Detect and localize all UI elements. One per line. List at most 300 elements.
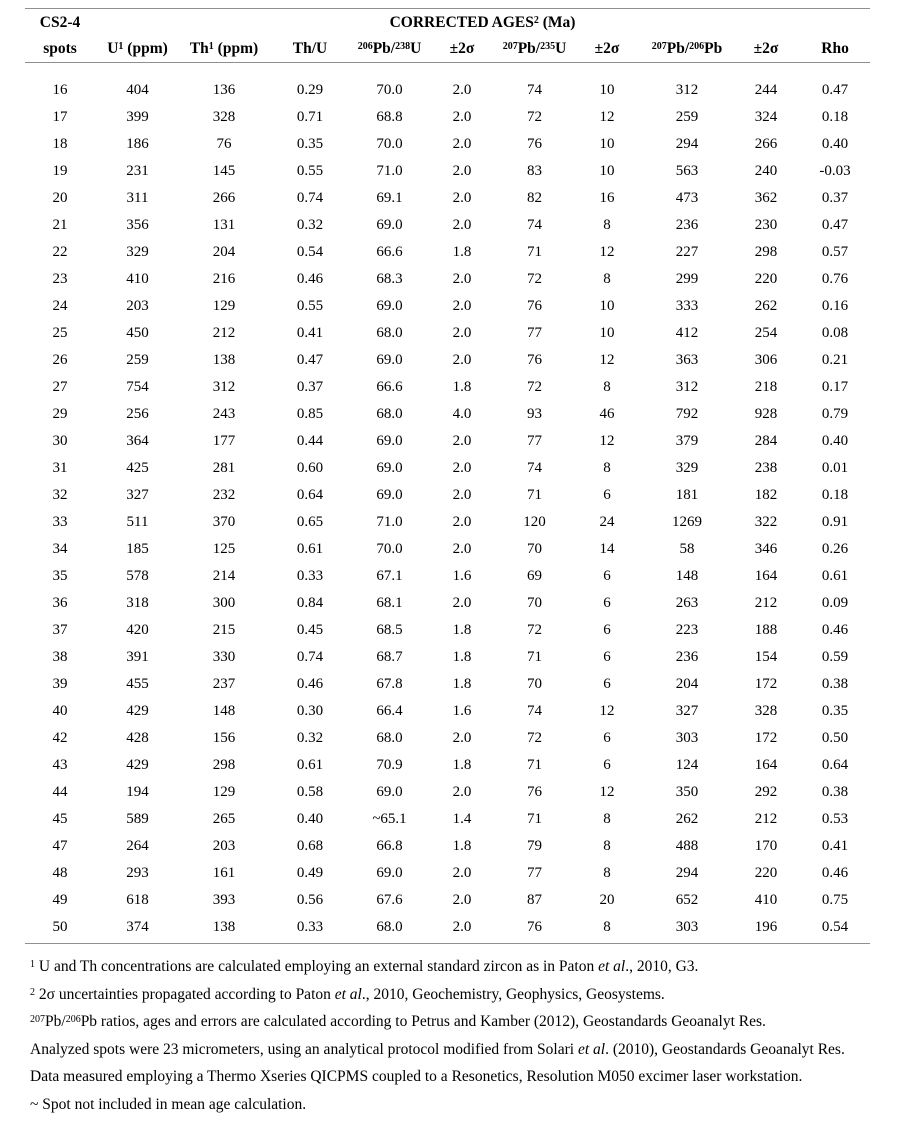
cell: 0.30 bbox=[296, 703, 324, 719]
cell: 425 bbox=[126, 460, 149, 476]
cell: 48 bbox=[52, 865, 68, 881]
cell: 212 bbox=[212, 325, 236, 341]
table-row bbox=[25, 914, 870, 944]
cell: 2.0 bbox=[452, 892, 472, 908]
cell: 68.0 bbox=[376, 325, 403, 341]
cell: 263 bbox=[675, 595, 699, 611]
cell: 327 bbox=[126, 487, 149, 503]
cell: 450 bbox=[126, 325, 149, 341]
cell: 356 bbox=[126, 217, 149, 233]
col-header-th-ppm: Th$^1$ (ppm) bbox=[189, 40, 259, 57]
table-row bbox=[25, 63, 870, 105]
cell: 69.0 bbox=[376, 298, 403, 314]
cell: 412 bbox=[675, 325, 699, 341]
cell: 10 bbox=[599, 163, 615, 179]
cell: 93 bbox=[527, 406, 542, 422]
cell: 27 bbox=[52, 379, 68, 395]
cell: 0.47 bbox=[821, 217, 849, 233]
cell: 1.8 bbox=[452, 649, 472, 665]
cell: 10 bbox=[599, 325, 615, 341]
cell: 420 bbox=[126, 622, 149, 638]
cell: 120 bbox=[523, 514, 546, 530]
cell: 39 bbox=[52, 676, 68, 692]
cell: 2.0 bbox=[452, 352, 472, 368]
cell: 23 bbox=[52, 271, 68, 287]
table-row bbox=[25, 239, 870, 266]
cell: 0.16 bbox=[821, 298, 849, 314]
cell: 298 bbox=[212, 757, 236, 773]
table-row bbox=[25, 509, 870, 536]
cell: 17 bbox=[52, 109, 68, 125]
cell: 429 bbox=[126, 703, 149, 719]
cell: 299 bbox=[675, 271, 699, 287]
cell: 148 bbox=[675, 568, 699, 584]
cell: 68.8 bbox=[376, 109, 403, 125]
cell: 25 bbox=[52, 325, 68, 341]
cell: 136 bbox=[212, 82, 236, 98]
cell: 26 bbox=[52, 352, 68, 368]
cell: -0.03 bbox=[819, 163, 851, 179]
cell: 76 bbox=[527, 298, 542, 314]
cell: 24 bbox=[599, 514, 615, 530]
cell: 66.6 bbox=[376, 244, 403, 260]
cell: 0.75 bbox=[821, 892, 849, 908]
cell: 76 bbox=[527, 784, 542, 800]
cell: 164 bbox=[754, 757, 778, 773]
cell: 312 bbox=[675, 379, 699, 395]
cell: 22 bbox=[52, 244, 68, 260]
cell: 328 bbox=[754, 703, 778, 719]
cell: 1.8 bbox=[452, 838, 472, 854]
cell: 129 bbox=[212, 298, 236, 314]
cell: 83 bbox=[527, 163, 542, 179]
cell: 374 bbox=[126, 919, 149, 935]
footnotes-section bbox=[30, 958, 875, 1123]
table-row bbox=[25, 455, 870, 482]
table-row bbox=[25, 266, 870, 293]
cell: 220 bbox=[754, 271, 778, 287]
table-row bbox=[25, 320, 870, 347]
table-row bbox=[25, 860, 870, 887]
cell: 129 bbox=[212, 784, 236, 800]
cell: 0.85 bbox=[296, 406, 324, 422]
cell: 455 bbox=[126, 676, 149, 692]
cell: 312 bbox=[675, 82, 699, 98]
cell: 145 bbox=[212, 163, 236, 179]
cell: 138 bbox=[212, 919, 236, 935]
cell: 70 bbox=[527, 595, 542, 611]
cell: 6 bbox=[603, 487, 611, 503]
cell: 38 bbox=[52, 649, 68, 665]
cell: 0.32 bbox=[296, 217, 324, 233]
cell: 2.0 bbox=[452, 217, 472, 233]
cell: 0.18 bbox=[821, 109, 849, 125]
cell: 30 bbox=[52, 433, 68, 449]
table-row bbox=[25, 131, 870, 158]
cell: 138 bbox=[212, 352, 236, 368]
table-row bbox=[25, 563, 870, 590]
cell: 68.5 bbox=[376, 622, 403, 638]
cell: 0.61 bbox=[821, 568, 849, 584]
cell: 1.8 bbox=[452, 244, 472, 260]
table-header bbox=[25, 9, 870, 63]
cell: 0.76 bbox=[821, 271, 849, 287]
cell: 294 bbox=[675, 865, 699, 881]
cell: 256 bbox=[126, 406, 149, 422]
cell: 511 bbox=[126, 514, 149, 530]
cell: 363 bbox=[675, 352, 699, 368]
cell: 237 bbox=[212, 676, 236, 692]
cell: 0.46 bbox=[296, 271, 324, 287]
cell: 77 bbox=[527, 325, 542, 341]
cell: 6 bbox=[603, 649, 611, 665]
cell: 188 bbox=[754, 622, 778, 638]
cell: 0.37 bbox=[296, 379, 324, 395]
cell: 148 bbox=[212, 703, 236, 719]
footnote-spot-size: Analyzed spots were 23 micrometers, using an analytical protocol modified from Solari et al. (2010), Geostandards Geoanalyt Res. bbox=[30, 1040, 845, 1058]
cell: 2.0 bbox=[452, 82, 472, 98]
cell: 70.0 bbox=[376, 541, 403, 557]
cell: 2.0 bbox=[452, 730, 472, 746]
cell: 327 bbox=[675, 703, 699, 719]
cell: 2.0 bbox=[452, 271, 472, 287]
cell: 236 bbox=[675, 217, 699, 233]
cell: 399 bbox=[126, 109, 149, 125]
cell: ~65.1 bbox=[372, 811, 407, 827]
cell: 12 bbox=[599, 109, 615, 125]
cell: 754 bbox=[126, 379, 149, 395]
cell: 0.45 bbox=[296, 622, 324, 638]
cell: 68.7 bbox=[376, 649, 403, 665]
cell: 154 bbox=[754, 649, 778, 665]
cell: 33 bbox=[52, 514, 68, 530]
cell: 68.3 bbox=[376, 271, 403, 287]
cell: 0.49 bbox=[296, 865, 324, 881]
cell: 0.46 bbox=[821, 865, 849, 881]
cell: 0.33 bbox=[296, 919, 324, 935]
cell: 69.0 bbox=[376, 784, 403, 800]
cell: 223 bbox=[675, 622, 699, 638]
cell: 161 bbox=[212, 865, 236, 881]
cell: 6 bbox=[603, 676, 611, 692]
cell: 12 bbox=[599, 784, 615, 800]
cell: 0.71 bbox=[296, 109, 324, 125]
cell: 311 bbox=[126, 190, 149, 206]
cell: 87 bbox=[527, 892, 542, 908]
cell: 72 bbox=[527, 271, 542, 287]
cell: 364 bbox=[126, 433, 149, 449]
cell: 2.0 bbox=[452, 487, 472, 503]
cell: 220 bbox=[754, 865, 778, 881]
cell: 244 bbox=[754, 82, 778, 98]
cell: 0.40 bbox=[821, 136, 849, 152]
cell: 37 bbox=[52, 622, 68, 638]
cell: 618 bbox=[126, 892, 149, 908]
cell: 294 bbox=[675, 136, 699, 152]
cell: 10 bbox=[599, 82, 615, 98]
cell: 70 bbox=[527, 676, 542, 692]
cell: 324 bbox=[754, 109, 778, 125]
cell: 259 bbox=[675, 109, 699, 125]
cell: 71 bbox=[527, 811, 542, 827]
table-row bbox=[25, 347, 870, 374]
cell: 45 bbox=[52, 811, 68, 827]
cell: 410 bbox=[126, 271, 149, 287]
cell: 293 bbox=[126, 865, 149, 881]
cell: 71 bbox=[527, 649, 542, 665]
cell: 2.0 bbox=[452, 190, 472, 206]
cell: 318 bbox=[126, 595, 149, 611]
col-header-pb207-u235: $^{207}$Pb/$^{235}$U bbox=[502, 40, 567, 57]
cell: 792 bbox=[675, 406, 699, 422]
cell: 177 bbox=[212, 433, 236, 449]
cell: 262 bbox=[675, 811, 699, 827]
cell: 74 bbox=[527, 703, 542, 719]
cell: 232 bbox=[212, 487, 236, 503]
cell: 204 bbox=[212, 244, 236, 260]
cell: 76 bbox=[527, 352, 542, 368]
cell: 0.01 bbox=[821, 460, 849, 476]
table-row bbox=[25, 779, 870, 806]
cell: 8 bbox=[603, 460, 611, 476]
sample-id-label: CS2-4 bbox=[39, 13, 81, 31]
cell: 265 bbox=[212, 811, 236, 827]
cell: 70.9 bbox=[376, 757, 403, 773]
cell: 8 bbox=[603, 865, 611, 881]
cell: 0.64 bbox=[296, 487, 324, 503]
cell: 68.1 bbox=[376, 595, 403, 611]
table-row bbox=[25, 401, 870, 428]
cell: 68.0 bbox=[376, 406, 403, 422]
cell: 350 bbox=[675, 784, 699, 800]
cell: 76 bbox=[527, 919, 542, 935]
cell: 69.0 bbox=[376, 460, 403, 476]
cell: 82 bbox=[527, 190, 542, 206]
cell: 0.53 bbox=[821, 811, 849, 827]
cell: 429 bbox=[126, 757, 149, 773]
table-row bbox=[25, 752, 870, 779]
cell: 0.68 bbox=[296, 838, 324, 854]
cell: 12 bbox=[599, 352, 615, 368]
col-header-u-ppm: $U^1$ (ppm) bbox=[107, 40, 168, 57]
cell: 2.0 bbox=[452, 325, 472, 341]
cell: 71 bbox=[527, 757, 542, 773]
cell: 172 bbox=[754, 676, 778, 692]
cell: 2.0 bbox=[452, 163, 472, 179]
cell: 231 bbox=[126, 163, 149, 179]
corrected-ages-group-header: CORRECTED AGES$^2$ (Ma) bbox=[389, 13, 576, 31]
footnote-2sigma-propagation: $^2$ 2σ uncertainties propagated according to Paton et al., 2010, Geochemistry, Geophysics, Geosystems. bbox=[30, 985, 665, 1003]
cell: 0.17 bbox=[821, 379, 849, 395]
cell: 32 bbox=[52, 487, 68, 503]
cell: 1.6 bbox=[452, 703, 472, 719]
cell: 322 bbox=[754, 514, 778, 530]
cell: 330 bbox=[212, 649, 236, 665]
cell: 4.0 bbox=[452, 406, 472, 422]
cell: 69.0 bbox=[376, 433, 403, 449]
cell: 0.60 bbox=[296, 460, 324, 476]
cell: 262 bbox=[754, 298, 778, 314]
cell: 215 bbox=[212, 622, 236, 638]
cell: 589 bbox=[126, 811, 149, 827]
cell: 0.18 bbox=[821, 487, 849, 503]
cell: 0.46 bbox=[296, 676, 324, 692]
cell: 259 bbox=[126, 352, 149, 368]
cell: 0.40 bbox=[296, 811, 324, 827]
cell: 77 bbox=[527, 433, 542, 449]
cell: 50 bbox=[52, 919, 68, 935]
cell: 379 bbox=[675, 433, 699, 449]
cell: 292 bbox=[754, 784, 778, 800]
cell: 40 bbox=[52, 703, 68, 719]
cell: 2.0 bbox=[452, 541, 472, 557]
cell: 266 bbox=[754, 136, 778, 152]
cell: 1.8 bbox=[452, 676, 472, 692]
table-row bbox=[25, 104, 870, 131]
cell: 214 bbox=[212, 568, 236, 584]
cell: 238 bbox=[754, 460, 778, 476]
cell: 240 bbox=[754, 163, 778, 179]
cell: 71 bbox=[527, 487, 542, 503]
cell: 170 bbox=[754, 838, 778, 854]
ages-data-table bbox=[25, 8, 870, 944]
cell: 72 bbox=[527, 109, 542, 125]
cell: 0.64 bbox=[821, 757, 849, 773]
cell: 1.8 bbox=[452, 757, 472, 773]
cell: 67.1 bbox=[376, 568, 403, 584]
cell: 35 bbox=[52, 568, 68, 584]
cell: 6 bbox=[603, 595, 611, 611]
cell: 0.38 bbox=[821, 676, 849, 692]
cell: 69.0 bbox=[376, 865, 403, 881]
cell: 182 bbox=[754, 487, 778, 503]
cell: 71.0 bbox=[376, 163, 403, 179]
cell: 194 bbox=[126, 784, 149, 800]
cell: 264 bbox=[126, 838, 149, 854]
cell: 69.1 bbox=[376, 190, 403, 206]
cell: 563 bbox=[675, 163, 699, 179]
cell: 266 bbox=[212, 190, 236, 206]
cell: 70.0 bbox=[376, 136, 403, 152]
cell: 428 bbox=[126, 730, 149, 746]
cell: 0.44 bbox=[296, 433, 324, 449]
cell: 156 bbox=[212, 730, 236, 746]
cell: 68.0 bbox=[376, 919, 403, 935]
cell: 16 bbox=[599, 190, 615, 206]
cell: 0.08 bbox=[821, 325, 849, 341]
cell: 72 bbox=[527, 379, 542, 395]
cell: 20 bbox=[599, 892, 615, 908]
header-row-columns bbox=[25, 36, 870, 63]
cell: 12 bbox=[599, 703, 615, 719]
cell: 0.54 bbox=[821, 919, 849, 935]
cell: 8 bbox=[603, 919, 611, 935]
cell: 0.46 bbox=[821, 622, 849, 638]
table-row bbox=[25, 806, 870, 833]
cell: 0.26 bbox=[821, 541, 849, 557]
cell: 0.58 bbox=[296, 784, 324, 800]
cell: 2.0 bbox=[452, 865, 472, 881]
cell: 69.0 bbox=[376, 487, 403, 503]
cell: 0.09 bbox=[821, 595, 849, 611]
col-header-spots: spots bbox=[43, 40, 77, 57]
cell: 312 bbox=[212, 379, 236, 395]
cell: 281 bbox=[212, 460, 236, 476]
cell: 0.40 bbox=[821, 433, 849, 449]
cell: 71 bbox=[527, 244, 542, 260]
cell: 2.0 bbox=[452, 460, 472, 476]
cell: 473 bbox=[675, 190, 699, 206]
cell: 404 bbox=[126, 82, 149, 98]
cell: 72 bbox=[527, 730, 542, 746]
cell: 6 bbox=[603, 622, 611, 638]
cell: 578 bbox=[126, 568, 149, 584]
table-row bbox=[25, 428, 870, 455]
col-header-2sigma-a: ±2σ bbox=[449, 40, 475, 57]
cell: 284 bbox=[754, 433, 778, 449]
cell: 74 bbox=[527, 460, 542, 476]
cell: 31 bbox=[52, 460, 68, 476]
table-body bbox=[25, 63, 870, 944]
table-row bbox=[25, 590, 870, 617]
cell: 0.61 bbox=[296, 541, 324, 557]
cell: 69.0 bbox=[376, 217, 403, 233]
cell: 10 bbox=[599, 298, 615, 314]
cell: 14 bbox=[599, 541, 615, 557]
cell: 212 bbox=[754, 595, 778, 611]
cell: 306 bbox=[754, 352, 778, 368]
footnote-tilde-exclusion: ~ Spot not included in mean age calculation. bbox=[30, 1095, 307, 1113]
cell: 346 bbox=[754, 541, 778, 557]
col-header-pb206-u238: $^{206}$Pb/$^{238}$U bbox=[357, 40, 422, 57]
cell: 6 bbox=[603, 730, 611, 746]
cell: 0.47 bbox=[296, 352, 324, 368]
cell: 0.41 bbox=[296, 325, 324, 341]
cell: 77 bbox=[527, 865, 542, 881]
col-header-th-u-ratio: Th/U bbox=[292, 40, 328, 57]
cell: 172 bbox=[754, 730, 778, 746]
cell: 0.74 bbox=[296, 190, 324, 206]
cell: 2.0 bbox=[452, 109, 472, 125]
cell: 212 bbox=[754, 811, 778, 827]
cell: 19 bbox=[52, 163, 68, 179]
cell: 0.38 bbox=[821, 784, 849, 800]
cell: 0.29 bbox=[296, 82, 324, 98]
cell: 47 bbox=[52, 838, 68, 854]
cell: 0.57 bbox=[821, 244, 849, 260]
cell: 10 bbox=[599, 136, 615, 152]
cell: 2.0 bbox=[452, 919, 472, 935]
cell: 1.6 bbox=[452, 568, 472, 584]
cell: 68.0 bbox=[376, 730, 403, 746]
cell: 66.4 bbox=[376, 703, 403, 719]
cell: 0.55 bbox=[296, 163, 324, 179]
cell: 69.0 bbox=[376, 352, 403, 368]
cell: 6 bbox=[603, 568, 611, 584]
cell: 236 bbox=[675, 649, 699, 665]
cell: 329 bbox=[675, 460, 699, 476]
cell: 2.0 bbox=[452, 433, 472, 449]
cell: 300 bbox=[212, 595, 236, 611]
cell: 329 bbox=[126, 244, 149, 260]
footnote-u-th-standard: $^1$ U and Th concentrations are calculated employing an external standard zircon as in Paton et al., 2010, G3. bbox=[30, 958, 699, 975]
cell: 0.84 bbox=[296, 595, 324, 611]
table-row bbox=[25, 887, 870, 914]
cell: 8 bbox=[603, 217, 611, 233]
cell: 70 bbox=[527, 541, 542, 557]
table-row bbox=[25, 698, 870, 725]
footnote-pb-pb-ratios: $^{207}$Pb/$^{206}$Pb ratios, ages and errors are calculated according to Petrus and Kamber (2012), Geostandards Geoanalyt Res. bbox=[30, 1013, 766, 1030]
